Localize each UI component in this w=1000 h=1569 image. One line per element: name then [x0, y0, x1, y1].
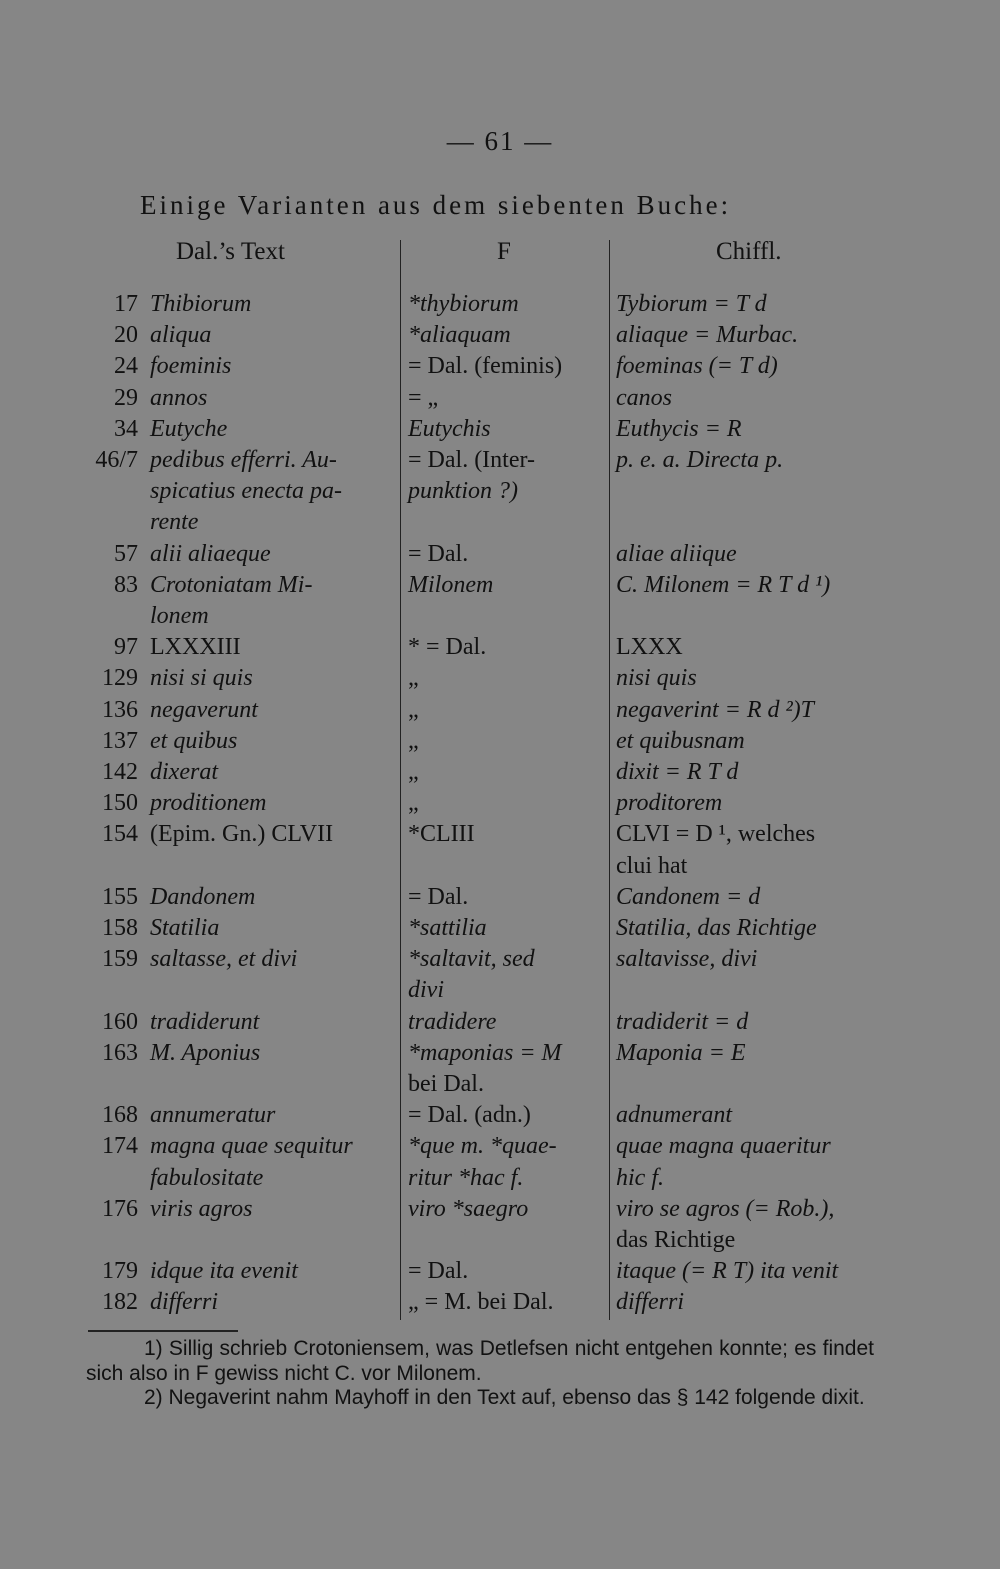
f-reading: divi [408, 977, 444, 1004]
dalecamp-text: proditionem [150, 790, 267, 817]
f-reading: ritur *hac f. [408, 1164, 524, 1191]
chiffl-reading: negaverint = R d ²)T [616, 696, 815, 723]
f-reading: = Dal. [408, 540, 469, 567]
chiffl-reading: foeminas (= T d) [616, 353, 778, 380]
table-row [0, 414, 1000, 445]
row-number: 163 [102, 1039, 138, 1066]
f-reading: *thybiorum [408, 291, 519, 317]
table-row [0, 1131, 1000, 1193]
f-reading: *que m. *quae- [408, 1133, 557, 1160]
chiffl-reading: itaque (= R T) ita venit [616, 1258, 839, 1285]
row-number: 29 [114, 384, 138, 411]
chiffl-reading: proditorem [616, 790, 723, 817]
chiffl-reading: hic f. [616, 1164, 664, 1191]
table-row [0, 632, 1000, 663]
chiffl-reading: LXXX [616, 634, 683, 661]
column-header-f: F [497, 238, 511, 265]
footnotes [86, 1337, 874, 1411]
row-number: 174 [102, 1133, 138, 1160]
f-reading: = Dal. [408, 883, 469, 910]
chiffl-reading: dixit = R T d [616, 759, 739, 785]
chiffl-reading: aliaque = Murbac. [616, 322, 799, 349]
footnote-rule [88, 1330, 238, 1332]
row-number: 179 [102, 1258, 138, 1285]
row-number: 159 [102, 946, 138, 973]
dalecamp-text: LXXXIII [150, 634, 241, 661]
table-row [0, 1007, 1000, 1038]
table-row [0, 757, 1000, 788]
chiffl-reading: differri [616, 1289, 685, 1316]
dalecamp-text: differri [150, 1289, 219, 1316]
row-number: 97 [114, 634, 138, 661]
f-reading: „ [408, 790, 419, 817]
table-row [0, 1100, 1000, 1131]
f-reading: = Dal. [408, 1258, 469, 1285]
f-reading: Milonem [408, 571, 494, 598]
footnote-1: 1) Sillig schrieb Crotoniensem, was Detlefsen nicht entgehen konnte; es findet sich also in F gewiss nicht C. vor Milonem. [86, 1337, 874, 1385]
row-number: 136 [102, 696, 138, 723]
dalecamp-text: annumeratur [150, 1102, 276, 1129]
dalecamp-text: Eutyche [150, 415, 228, 442]
column-header-chiffl: Chiffl. [716, 238, 782, 265]
f-reading: viro *saegro [408, 1195, 529, 1222]
table-row [0, 695, 1000, 726]
f-reading: = Dal. (feminis) [408, 353, 563, 380]
row-number: 46/7 [95, 447, 138, 473]
dalecamp-text: Thibiorum [150, 291, 252, 317]
chiffl-reading: p. e. a. Directa p. [616, 447, 784, 473]
table-row [0, 1194, 1000, 1256]
f-reading: „ [408, 727, 419, 754]
chiffl-reading: Maponia = E [616, 1039, 746, 1066]
row-number: 155 [102, 883, 138, 910]
f-reading: *aliaquam [408, 322, 511, 349]
dalecamp-text: et quibus [150, 727, 238, 754]
chiffl-reading: das Richtige [616, 1226, 736, 1253]
dalecamp-text: Dandonem [150, 883, 256, 910]
row-number: 57 [114, 540, 138, 567]
dalecamp-text: M. Aponius [150, 1039, 261, 1066]
f-reading: = Dal. (Inter- [408, 447, 535, 473]
chiffl-reading: clui hat [616, 852, 688, 879]
row-number: 154 [102, 821, 138, 848]
dalecamp-text: lonem [150, 602, 209, 629]
chiffl-reading: Tybiorum = T d [616, 291, 767, 317]
dalecamp-text: annos [150, 384, 208, 411]
chiffl-reading: tradiderit = d [616, 1008, 749, 1035]
table-row [0, 289, 1000, 320]
dalecamp-text: spicatius enecta pa- [150, 478, 342, 505]
table-row [0, 1256, 1000, 1287]
dalecamp-text: rente [150, 509, 199, 536]
f-reading: *maponias = M [408, 1039, 562, 1066]
table-row [0, 1038, 1000, 1100]
table-row [0, 788, 1000, 819]
chiffl-reading: viro se agros (= Rob.), [616, 1195, 835, 1222]
row-number: 176 [102, 1195, 138, 1222]
table-row [0, 1287, 1000, 1318]
chiffl-reading: C. Milonem = R T d ¹) [616, 571, 831, 598]
row-number: 137 [102, 727, 138, 754]
dalecamp-text: aliqua [150, 322, 212, 349]
row-number: 142 [102, 759, 138, 785]
chiffl-reading: nisi quis [616, 665, 697, 692]
row-number: 182 [102, 1289, 138, 1316]
dalecamp-text: alii aliaeque [150, 540, 271, 567]
f-reading: tradidere [408, 1008, 497, 1035]
dalecamp-text: nisi si quis [150, 665, 253, 692]
dalecamp-text: pedibus efferri. Au- [150, 447, 337, 473]
row-number: 160 [102, 1008, 138, 1035]
f-reading: „ [408, 665, 419, 692]
table-row [0, 351, 1000, 382]
dalecamp-text: magna quae sequitur [150, 1133, 353, 1160]
row-number: 83 [114, 571, 138, 598]
table-row [0, 445, 1000, 539]
dalecamp-text: dixerat [150, 759, 218, 785]
chiffl-reading: CLVI = D ¹, welches [616, 821, 816, 848]
table-row [0, 539, 1000, 570]
footnote-2: 2) Negaverint nahm Mayhoff in den Text auf, ebenso das § 142 folgende dixit. [144, 1386, 865, 1409]
dalecamp-text: saltasse, et divi [150, 946, 298, 973]
dalecamp-text: tradiderunt [150, 1008, 260, 1035]
chiffl-reading: Euthycis = R [616, 415, 742, 442]
dalecamp-text: viris agros [150, 1195, 253, 1222]
table-row [0, 913, 1000, 944]
f-reading: „ [408, 759, 419, 785]
f-reading: *sattilia [408, 915, 487, 941]
chiffl-reading: saltavisse, divi [616, 946, 758, 973]
dalecamp-text: negaverunt [150, 696, 258, 723]
chiffl-reading: canos [616, 384, 672, 411]
f-reading: *CLIII [408, 821, 475, 848]
f-reading: = Dal. (adn.) [408, 1102, 531, 1129]
chiffl-reading: Statilia, das Richtige [616, 915, 817, 941]
row-number: 20 [114, 322, 138, 349]
dalecamp-text: idque ita evenit [150, 1258, 298, 1285]
f-reading: *saltavit, sed [408, 946, 535, 973]
table-row [0, 726, 1000, 757]
f-reading: Eutychis [408, 415, 491, 442]
chiffl-reading: Candonem = d [616, 883, 761, 910]
f-reading: punktion ?) [408, 478, 518, 505]
column-header-dal: Dal.’s Text [176, 238, 285, 265]
dalecamp-text: Crotoniatam Mi- [150, 571, 313, 598]
row-number: 17 [114, 291, 138, 317]
f-reading: = „ [408, 384, 439, 411]
table-row [0, 882, 1000, 913]
dalecamp-text: foeminis [150, 353, 232, 380]
row-number: 158 [102, 915, 138, 941]
f-reading: * = Dal. [408, 634, 487, 661]
dalecamp-text: Statilia [150, 915, 220, 941]
row-number: 150 [102, 790, 138, 817]
row-number: 24 [114, 353, 138, 380]
table-row [0, 944, 1000, 1006]
chiffl-reading: quae magna quaeritur [616, 1133, 831, 1160]
table-row [0, 570, 1000, 632]
chiffl-reading: aliae aliique [616, 540, 737, 567]
row-number: 34 [114, 415, 138, 442]
chiffl-reading: adnumerant [616, 1102, 732, 1129]
f-reading: bei Dal. [408, 1070, 484, 1097]
table-row [0, 383, 1000, 414]
table-row [0, 819, 1000, 881]
page-number: — 61 — [446, 126, 554, 156]
row-number: 168 [102, 1102, 138, 1129]
section-heading: Einige Varianten aus dem siebenten Buche: [140, 190, 732, 220]
dalecamp-text: fabulositate [150, 1164, 264, 1191]
table-row [0, 663, 1000, 694]
chiffl-reading: et quibusnam [616, 727, 745, 754]
row-number: 129 [102, 665, 138, 692]
f-reading: „ [408, 696, 419, 723]
dalecamp-text: (Epim. Gn.) CLVII [150, 821, 334, 848]
f-reading: „ = M. bei Dal. [408, 1289, 554, 1316]
table-row [0, 320, 1000, 351]
